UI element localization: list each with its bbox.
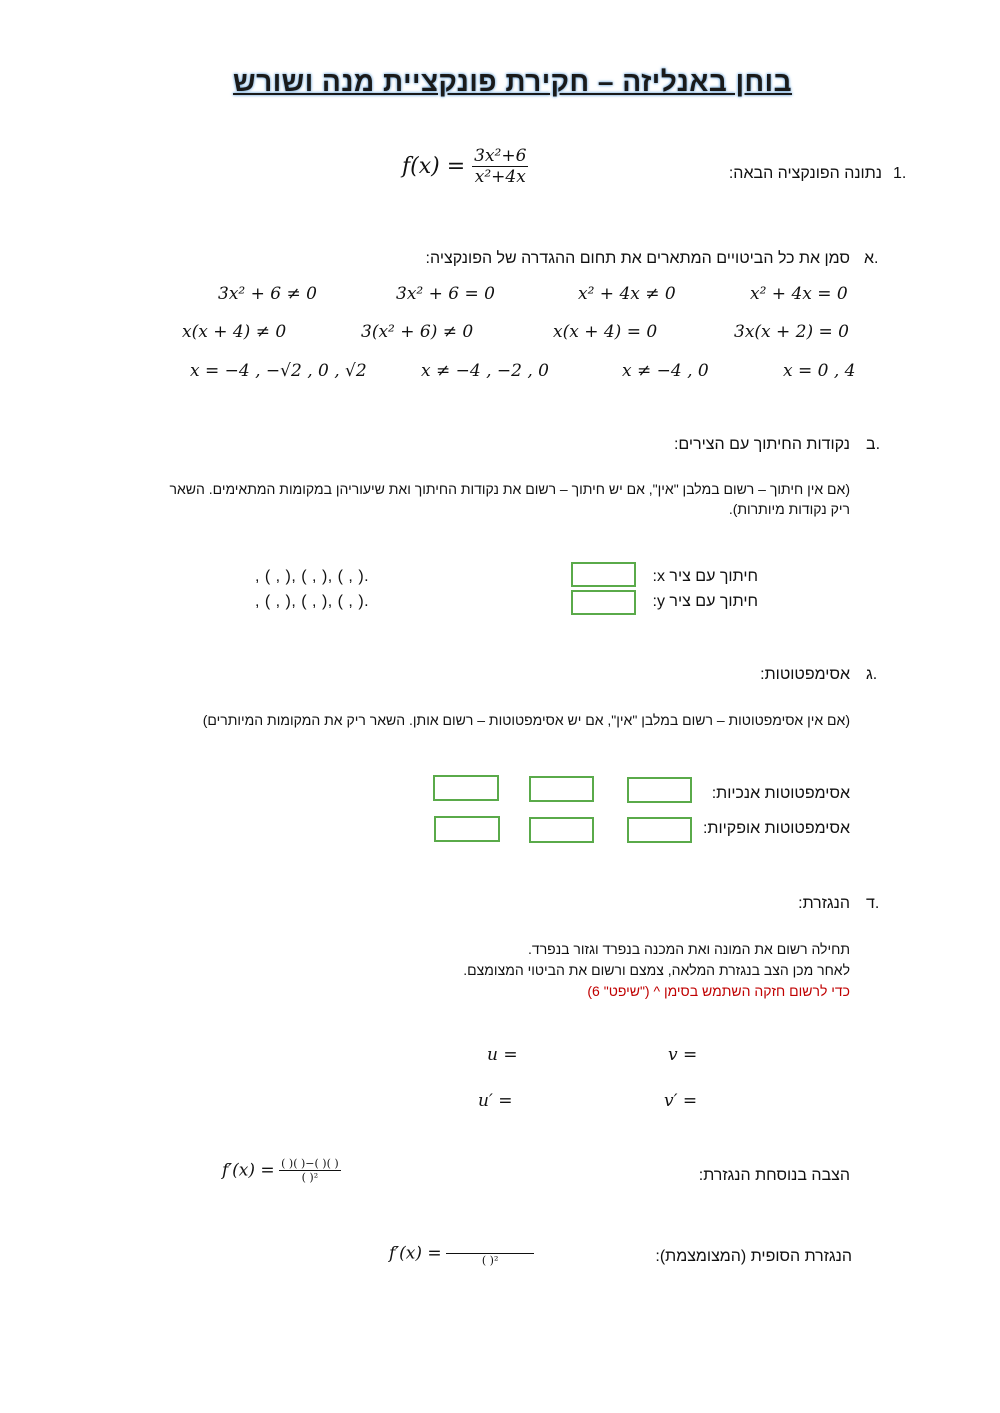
domain-option[interactable]: 3x(x + 2) = 0 xyxy=(734,322,849,342)
vertical-asymptote-box-2[interactable] xyxy=(529,776,594,802)
vertical-asymptote-box-3[interactable] xyxy=(433,775,499,801)
part-b-instructions-2: ריק נקודות מיותרות). xyxy=(728,501,850,517)
part-c-instructions: (אם אין אסימפטוטות – רשום במלבן "אין", אם יש אסימפטוטות – רשום אותן. השאר ריק את המקומות המיותרים) xyxy=(202,712,850,728)
part-d-letter: ד. xyxy=(866,895,880,912)
vertical-asymptote-box-1[interactable] xyxy=(627,777,692,803)
domain-option[interactable]: x(x + 4) = 0 xyxy=(553,322,658,342)
domain-option[interactable]: 3x² + 6 ≠ 0 xyxy=(218,284,317,304)
part-d-text: הנגזרת: xyxy=(798,895,850,912)
domain-option[interactable]: x ≠ −4 , 0 xyxy=(622,361,709,381)
y-intercept-points[interactable]: , ( , ), ( , ), ( , ). xyxy=(255,593,370,610)
part-c-letter: ג. xyxy=(866,666,878,683)
domain-option[interactable]: x = −4 , −√2 , 0 , √2 xyxy=(190,361,367,381)
part-b-text: נקודות החיתוך עם הצירים: xyxy=(673,436,850,453)
horizontal-asymptotes-label: אסימפטוטות אופקיות: xyxy=(702,820,850,837)
v-definition[interactable]: v = xyxy=(668,1045,698,1065)
substitution-formula[interactable] xyxy=(222,1157,341,1184)
final-derivative-formula[interactable] xyxy=(389,1240,534,1267)
y-intercept-input-box[interactable] xyxy=(571,590,636,615)
function-denominator: x²+4x xyxy=(472,166,528,187)
part-d-hint: כדי לרשום חזקה השתמש בסימן ^ ("שיפט" 6) xyxy=(587,983,850,999)
part-d-line-1: תחילה רשום את המונה ואת המכנה בנפרד וגזור בנפרד. xyxy=(528,941,850,957)
final-numerator[interactable] xyxy=(446,1240,534,1253)
domain-option[interactable]: 3x² + 6 = 0 xyxy=(396,284,495,304)
substitution-numerator[interactable]: ( )( )−( )( ) xyxy=(281,1157,339,1170)
v-prime-definition[interactable]: v′ = xyxy=(664,1091,698,1111)
horizontal-asymptote-box-1[interactable] xyxy=(627,817,692,843)
fprime-lhs: f′(x) = xyxy=(222,1160,275,1181)
part-a-letter: א. xyxy=(864,250,879,267)
domain-option[interactable]: 3(x² + 6) ≠ 0 xyxy=(361,322,474,342)
final-derivative-label: הנגזרת הסופית (המצומצמת): xyxy=(655,1248,852,1265)
domain-option[interactable]: x² + 4x = 0 xyxy=(750,284,848,304)
vertical-asymptotes-label: אסימפטוטות אנכיות: xyxy=(711,785,850,802)
function-numerator: 3x²+6 xyxy=(474,146,527,166)
final-denominator[interactable]: ( )² xyxy=(446,1253,534,1267)
u-definition[interactable]: u = xyxy=(487,1045,518,1065)
page-title: בוחן באנליזה – חקירת פונקציית מנה ושורש xyxy=(233,66,792,97)
x-intercept-points[interactable]: , ( , ), ( , ), ( , ). xyxy=(255,568,370,585)
part-b-letter: ב. xyxy=(866,436,881,453)
domain-option[interactable]: x(x + 4) ≠ 0 xyxy=(182,322,287,342)
horizontal-asymptote-box-2[interactable] xyxy=(529,817,594,843)
x-intercept-input-box[interactable] xyxy=(571,562,636,587)
domain-option[interactable]: x² + 4x ≠ 0 xyxy=(578,284,676,304)
x-intercept-label: חיתוך עם ציר x: xyxy=(652,568,758,585)
function-lhs: f(x) = xyxy=(402,154,466,179)
substitution-denominator[interactable]: ( )² xyxy=(279,1170,341,1184)
part-a-text: סמן את כל הביטויים המתארים את תחום ההגדרה של הפונקציה: xyxy=(425,250,850,267)
u-prime-definition[interactable]: u′ = xyxy=(478,1091,513,1111)
substitution-label: הצבה בנוסחת הנגזרת: xyxy=(698,1167,850,1184)
part-d-line-2: לאחר מכן הצב בנגזרת המלאה, צמצם ורשום את הביטוי המצומצם. xyxy=(463,962,850,978)
horizontal-asymptote-box-3[interactable] xyxy=(434,816,500,842)
final-fprime-lhs: f′(x) = xyxy=(389,1243,442,1264)
part-c-text: אסימפטוטות: xyxy=(760,666,850,683)
question-number: 1. xyxy=(893,165,907,182)
part-b-instructions-1: (אם אין חיתוך – רשום במלבן "אין", אם יש חיתוך – רשום את נקודות החיתוך ואת שיעוריהן במקומות המתאימים. השאר xyxy=(169,481,850,497)
y-intercept-label: חיתוך עם ציר y: xyxy=(652,593,758,610)
domain-option[interactable]: x = 0 , 4 xyxy=(783,361,856,381)
domain-option[interactable]: x ≠ −4 , −2 , 0 xyxy=(421,361,549,381)
function-definition xyxy=(402,146,528,187)
question-intro: נתונה הפונקציה הבאה: xyxy=(728,165,882,182)
